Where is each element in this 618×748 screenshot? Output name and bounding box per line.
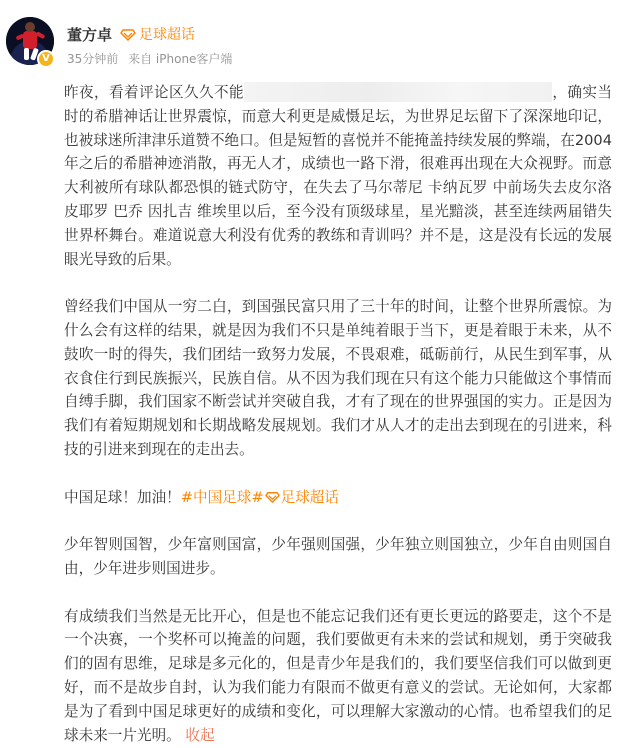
paragraph-4: 少年智则国智，少年富则国富，少年强则国强，少年独立则国独立，少年自由则国自由，少年进步则国进步。: [64, 536, 612, 577]
author-name-row: [67, 23, 195, 45]
super-topic-inline-link[interactable]: 足球超话: [280, 488, 339, 506]
post-content: [64, 81, 612, 747]
post-source: 来自 iPhone客户端: [128, 52, 233, 66]
post-header: [0, 0, 618, 72]
collapse-link[interactable]: 收起: [185, 726, 215, 744]
post-time[interactable]: 35分钟前: [67, 52, 119, 66]
paragraph-2: 曾经我们中国从一穷二白，到国强民富只用了三十年的时间，让整个世界所震惊。为什么会有这样的结果，就是因为我们不只是单纯着眼于当下，更是着眼于未来，从不鼓吹一时的得失，我们团结一致努力发展，不畏艰难，砥砺前行，从民生到军事，从衣食住行到民族振兴，民族自信。从不因为我们现在只有这个能力只能做这个事情而自缚手脚，我们国家不断尝试并突破自我，才有了现在的世界强国的实力。正是因为我们有着短期规划和长期战略发展规划。我们才从人才的走出去到现在的引进来，科技的引进来到现在的走出去。: [64, 298, 612, 458]
paragraph-1-rest: ，确实当时的希腊神话让世界震惊，而意大利更是威慑足坛，为世界足坛留下了深深地印记，也被球迷所津津乐道赞不绝口。但是短暂的喜悦并不能掩盖持续发展的弊端，在2004年之后的希腊神迹消散，再无人才，成绩也一路下滑，很难再出现在大众视野。而意大利被所有球队都恐惧的链式防守，在失去了马尔蒂尼 卡纳瓦罗 中前场失去皮尔洛 皮耶罗 巴乔 因扎吉 维埃里以后，至今没有顶级球星，星光黯淡，甚至连续两届错失世界杯舞台。难道说意大利没有优秀的教练和青训吗？并不是，这是没有长远的发展眼光导致的后果。: [64, 84, 612, 268]
post-meta: [67, 50, 238, 67]
diamond-topic-icon: [120, 26, 136, 42]
verified-badge-icon: V: [37, 50, 55, 68]
hashtag-link[interactable]: #中国足球#: [180, 488, 264, 506]
username[interactable]: 董方卓: [67, 25, 113, 44]
super-topic-link[interactable]: 足球超话: [139, 27, 196, 43]
paragraph-3: [64, 486, 612, 510]
diamond-topic-icon: [265, 489, 280, 504]
cheer-text: 中国足球！加油！: [64, 488, 181, 506]
paragraph-5-text: 有成绩我们当然是无比开心，但是也不能忘记我们还有更长更远的路要走，这个不是一个决赛，一个奖杯可以掩盖的问题，我们要做更有未来的尝试和规划，勇于突破我们的固有思维，足球是多元化的，但是青少年是我们的，我们要坚信我们可以做到更好，而不是故步自封，认为我们能力有限而不做更有意义的尝试。无论如何，大家都是为了看到中国足球更好的成绩和变化，可以理解大家激动的心情。也希望我们的足球未来一片光明。: [64, 607, 612, 744]
paragraph-5: [64, 605, 612, 748]
redacted-text-block: [244, 82, 552, 102]
paragraph-1-start: 昨夜，看着评论区久久不能: [64, 84, 244, 101]
paragraph-1: [64, 81, 612, 271]
